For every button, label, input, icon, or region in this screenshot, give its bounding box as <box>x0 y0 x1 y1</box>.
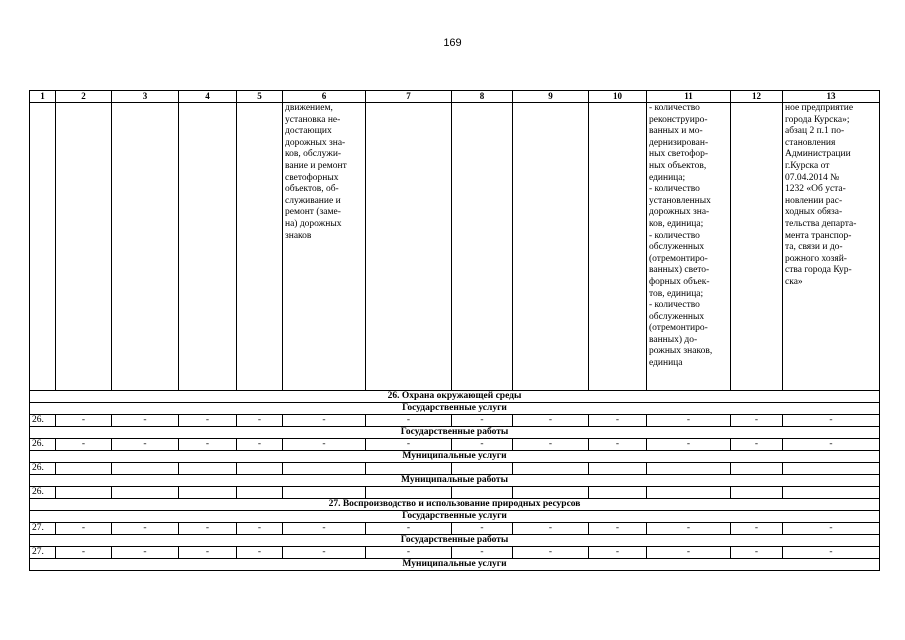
data-table <box>29 90 880 571</box>
subheading: Муниципальные услуги <box>30 559 880 571</box>
table-row: 26. - - - - - - - - - - - - <box>30 415 880 427</box>
page-number: 169 <box>443 37 462 49</box>
section-heading-26: 26. Охрана окружающей среды <box>30 391 880 403</box>
col-header: 5 <box>237 91 283 103</box>
cell-col6: движением, установка не- достающих дорожных зна- ков, обслужи- вание и ремонт светофорных объектов, об- служивание и ремонт (заме- на) дорожных знаков <box>283 103 366 391</box>
col-header: 6 <box>283 91 366 103</box>
table-row <box>30 103 880 391</box>
col-header: 3 <box>112 91 179 103</box>
col-header: 7 <box>366 91 452 103</box>
col-header: 2 <box>56 91 112 103</box>
table-row: 26. - - - - - - - - - - - - <box>30 439 880 451</box>
subheading: Государственные работы <box>30 427 880 439</box>
subheading: Государственные работы <box>30 535 880 547</box>
subheading: Государственные услуги <box>30 403 880 415</box>
table-row: 26. <box>30 463 880 475</box>
table-row: 27. - - - - - - - - - - - - <box>30 547 880 559</box>
subheading: Муниципальные работы <box>30 475 880 487</box>
header-row <box>30 91 880 103</box>
col-header: 8 <box>452 91 513 103</box>
subheading: Государственные услуги <box>30 511 880 523</box>
col-header: 1 <box>30 91 56 103</box>
col-header: 4 <box>179 91 237 103</box>
col-header: 10 <box>589 91 647 103</box>
cell-col13: ное предприятие города Курска»; абзац 2 п.1 по- становления Администрации г.Курска от 07.04.2014 № 1232 «Об уста- новлении рас- ходных обяза- тельства департа- мента транспор- та, связи и до- рожного хозяй- ства города Кур- ска» <box>783 103 880 391</box>
cell-col11: - количество реконструиро- ванных и мо- дернизирован- ных светофор- ных объектов, единица; - количество установленных дорожных зна- ков, единица; - количество обслуженных (отремонтиро- ванных) свето- форных объек- тов, единица; - количество обслуженных (отремонтиро- ванных) до- рожных знаков, единица <box>647 103 731 391</box>
table-row: 27. - - - - - - - - - - - - <box>30 523 880 535</box>
col-header: 13 <box>783 91 880 103</box>
section-heading-27: 27. Воспроизводство и использование природных ресурсов <box>30 499 880 511</box>
col-header: 9 <box>513 91 589 103</box>
col-header: 12 <box>731 91 783 103</box>
subheading: Муниципальные услуги <box>30 451 880 463</box>
col-header: 11 <box>647 91 731 103</box>
table-row: 26. <box>30 487 880 499</box>
